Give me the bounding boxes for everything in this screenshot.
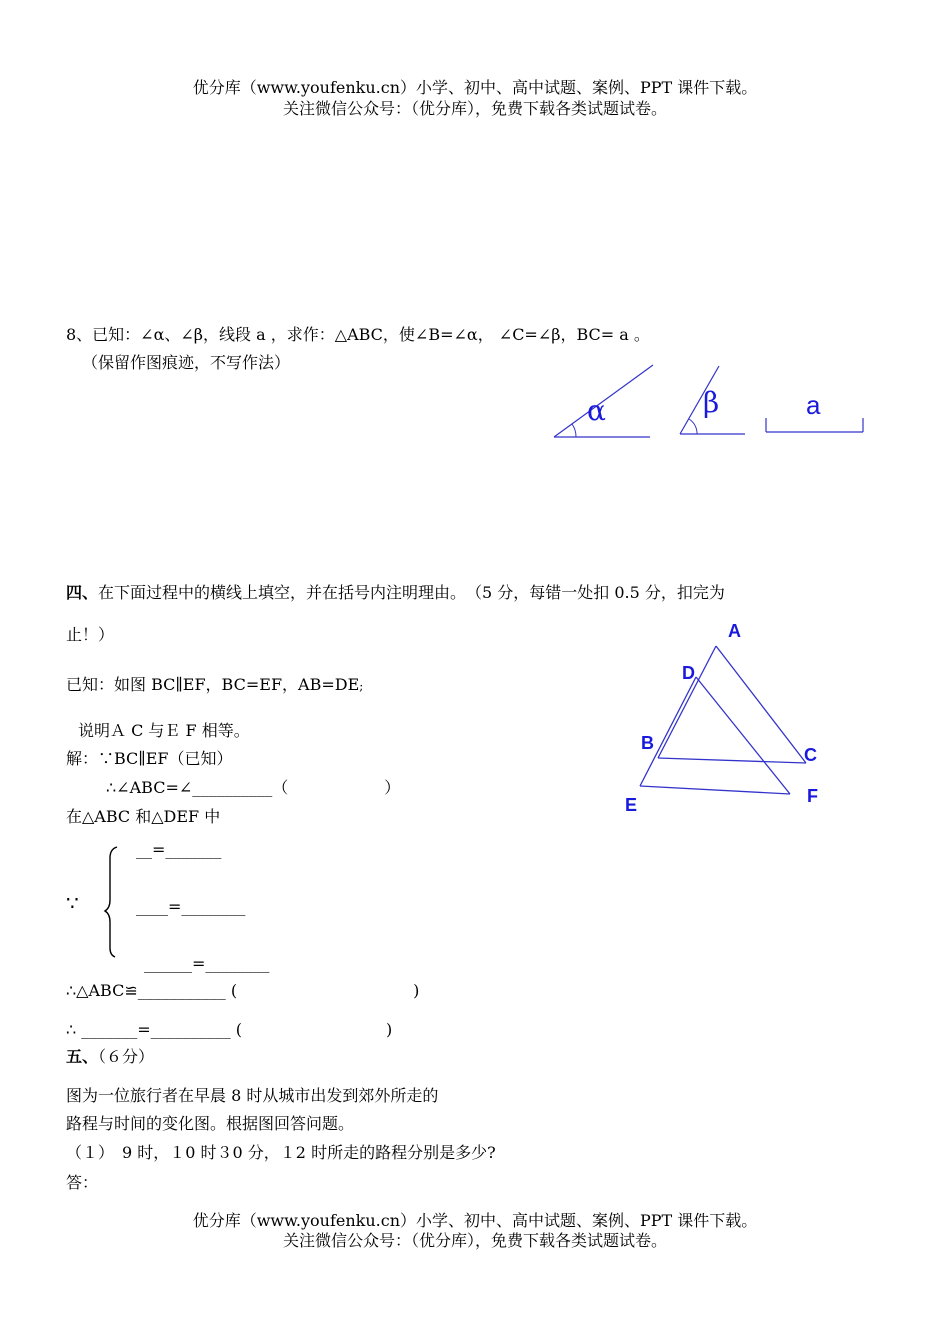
conclusion-1: ∴△ABC≌___________ ( ) bbox=[66, 981, 420, 1000]
section-5-heading: 五、 bbox=[66, 1047, 99, 1066]
conclusion-2: ∴ _______=__________ ( ) bbox=[66, 1020, 393, 1039]
header-line-1: 优分库（www.youfenku.cn）小学、初中、高中试题、案例、PPT 课件下载。 bbox=[192, 78, 758, 97]
angle-alpha-figure bbox=[554, 365, 653, 437]
segment-a-figure bbox=[766, 390, 863, 432]
footer-line-2: 关注微信公众号：（优分库），免费下载各类试题试卷。 bbox=[282, 1231, 667, 1250]
brace-condition-3: ______=________ bbox=[144, 954, 270, 973]
section-5-para-1: 图为一位旅行者在早晨 8 时从城市出发到郊外所走的 bbox=[66, 1086, 439, 1105]
condition-brace bbox=[105, 847, 117, 957]
label-A: A bbox=[728, 621, 741, 641]
section-5-para-2: 路程与时间的变化图。根据图回答问题。 bbox=[66, 1114, 355, 1133]
label-C: C bbox=[804, 745, 817, 765]
angle-beta-figure bbox=[680, 366, 745, 434]
footer-line-1: 优分库（www.youfenku.cn）小学、初中、高中试题、案例、PPT 课件下载。 bbox=[192, 1211, 758, 1230]
section-5-question-1: （１） 9 时，１0 时３0 分，１2 时所走的路程分别是多少? bbox=[66, 1143, 496, 1162]
solution-line-3: 在△ABC 和△DEF 中 bbox=[66, 807, 221, 826]
triangle-figure bbox=[625, 621, 818, 815]
segment-a-label: a bbox=[806, 390, 821, 420]
given-semicolon: ; bbox=[359, 679, 364, 693]
header-line-2: 关注微信公众号：（优分库），免费下载各类试题试卷。 bbox=[282, 99, 667, 118]
q8-note: （保留作图痕迹，不写作法） bbox=[82, 353, 291, 372]
q8-text: 8、已知：∠α、∠β，线段 a ，求作：△ABC，使∠B=∠α， ∠C=∠β，BC= a 。 bbox=[66, 325, 650, 344]
prove-text: 说明Ａ C 与Ｅ F 相等。 bbox=[78, 721, 250, 740]
given-text: 已知：如图 BC∥EF，BC=EF，AB=DE bbox=[66, 675, 360, 694]
section-4-instructions-cont: 止！） bbox=[66, 625, 115, 644]
section-5-answer: 答： bbox=[66, 1173, 99, 1192]
label-B: B bbox=[641, 733, 654, 753]
section-4-instructions: 在下面过程中的横线上填空，并在括号内注明理由。 （5 分，每错一处扣 0.5 分，扣完为 bbox=[98, 583, 725, 602]
beta-label: β bbox=[703, 386, 720, 419]
label-D: D bbox=[682, 663, 695, 683]
section-5-score: （６分） bbox=[98, 1047, 155, 1066]
label-F: F bbox=[807, 786, 818, 806]
solution-line-1: 解：∵BC∥EF（已知） bbox=[66, 749, 233, 768]
label-E: E bbox=[625, 795, 638, 815]
because-symbol: ∵ bbox=[66, 891, 79, 915]
brace-condition-1: __=_______ bbox=[136, 840, 222, 859]
brace-condition-2: ____=________ bbox=[136, 897, 246, 916]
section-4-heading: 四、 bbox=[66, 583, 99, 602]
solution-line-2: ∴∠ABC=∠__________（ ） bbox=[106, 778, 401, 797]
alpha-label: α bbox=[587, 394, 606, 427]
